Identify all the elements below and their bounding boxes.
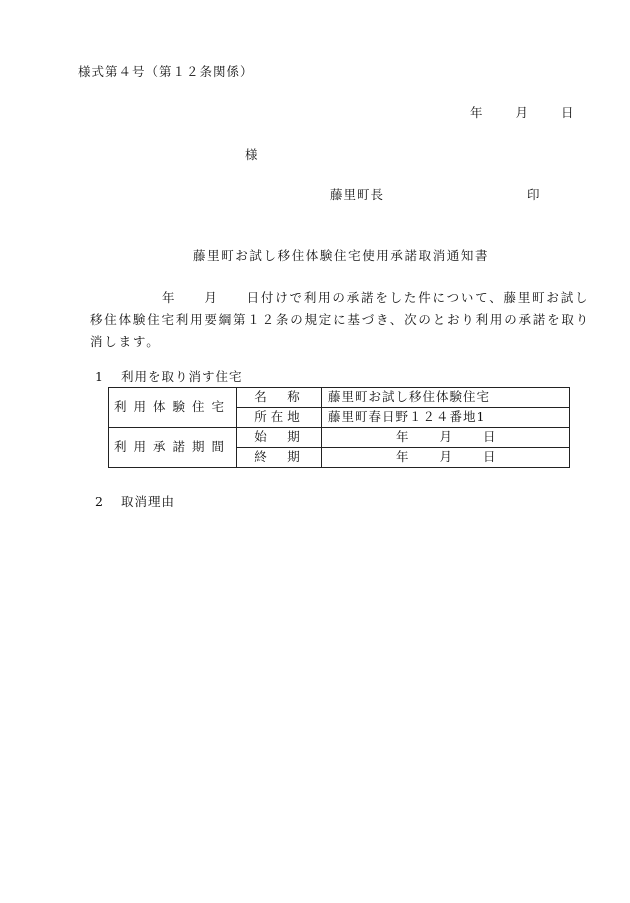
location-value: 藤里町春日野１２４番地1 — [322, 408, 570, 428]
section-2-heading — [95, 496, 175, 509]
date-day: 日 — [561, 105, 575, 120]
section-2-label: 取消理由 — [121, 494, 176, 509]
document-title: 藤里町お試し移住体験住宅使用承諾取消通知書 — [193, 248, 490, 263]
end-year: 年 — [396, 449, 410, 465]
end-day: 日 — [483, 449, 497, 465]
seal-mark: 印 — [527, 187, 541, 202]
end-date — [322, 448, 570, 468]
addressee-suffix: 様 — [245, 147, 259, 162]
end-label: 終 期 — [237, 448, 322, 468]
body-text: 日付けで利用の承諾をした件について、藤里町お試し移住体験住宅利用要綱第１２条の規定に基づき、次のとおり利用の承諾を取り消します。 — [90, 290, 591, 349]
start-day: 日 — [483, 429, 497, 445]
section-1-label: 利用を取り消す住宅 — [121, 369, 243, 384]
mayor-title: 藤里町長 — [330, 187, 385, 202]
section-2-number: 2 — [95, 494, 104, 509]
name-label: 名 称 — [237, 388, 322, 408]
notice-body — [90, 287, 590, 353]
date-year: 年 — [470, 105, 484, 120]
section-1-number: 1 — [95, 369, 104, 384]
end-month: 月 — [439, 449, 454, 465]
section-1-heading — [95, 371, 243, 384]
start-month: 月 — [439, 429, 454, 445]
name-value: 藤里町お試し移住体験住宅 — [322, 388, 570, 408]
start-year: 年 — [396, 429, 410, 445]
body-year: 年 — [162, 290, 177, 305]
date-month: 月 — [515, 105, 530, 120]
location-label: 所在地 — [237, 408, 322, 428]
period-header: 利用承諾期間 — [109, 428, 237, 468]
form-number: 様式第４号（第１２条関係） — [78, 64, 254, 79]
body-month: 月 — [204, 290, 219, 305]
housing-header: 利用体験住宅 — [109, 388, 237, 428]
start-label: 始 期 — [237, 428, 322, 448]
start-date — [322, 428, 570, 448]
issue-date — [470, 107, 575, 120]
housing-info-table — [108, 387, 570, 468]
